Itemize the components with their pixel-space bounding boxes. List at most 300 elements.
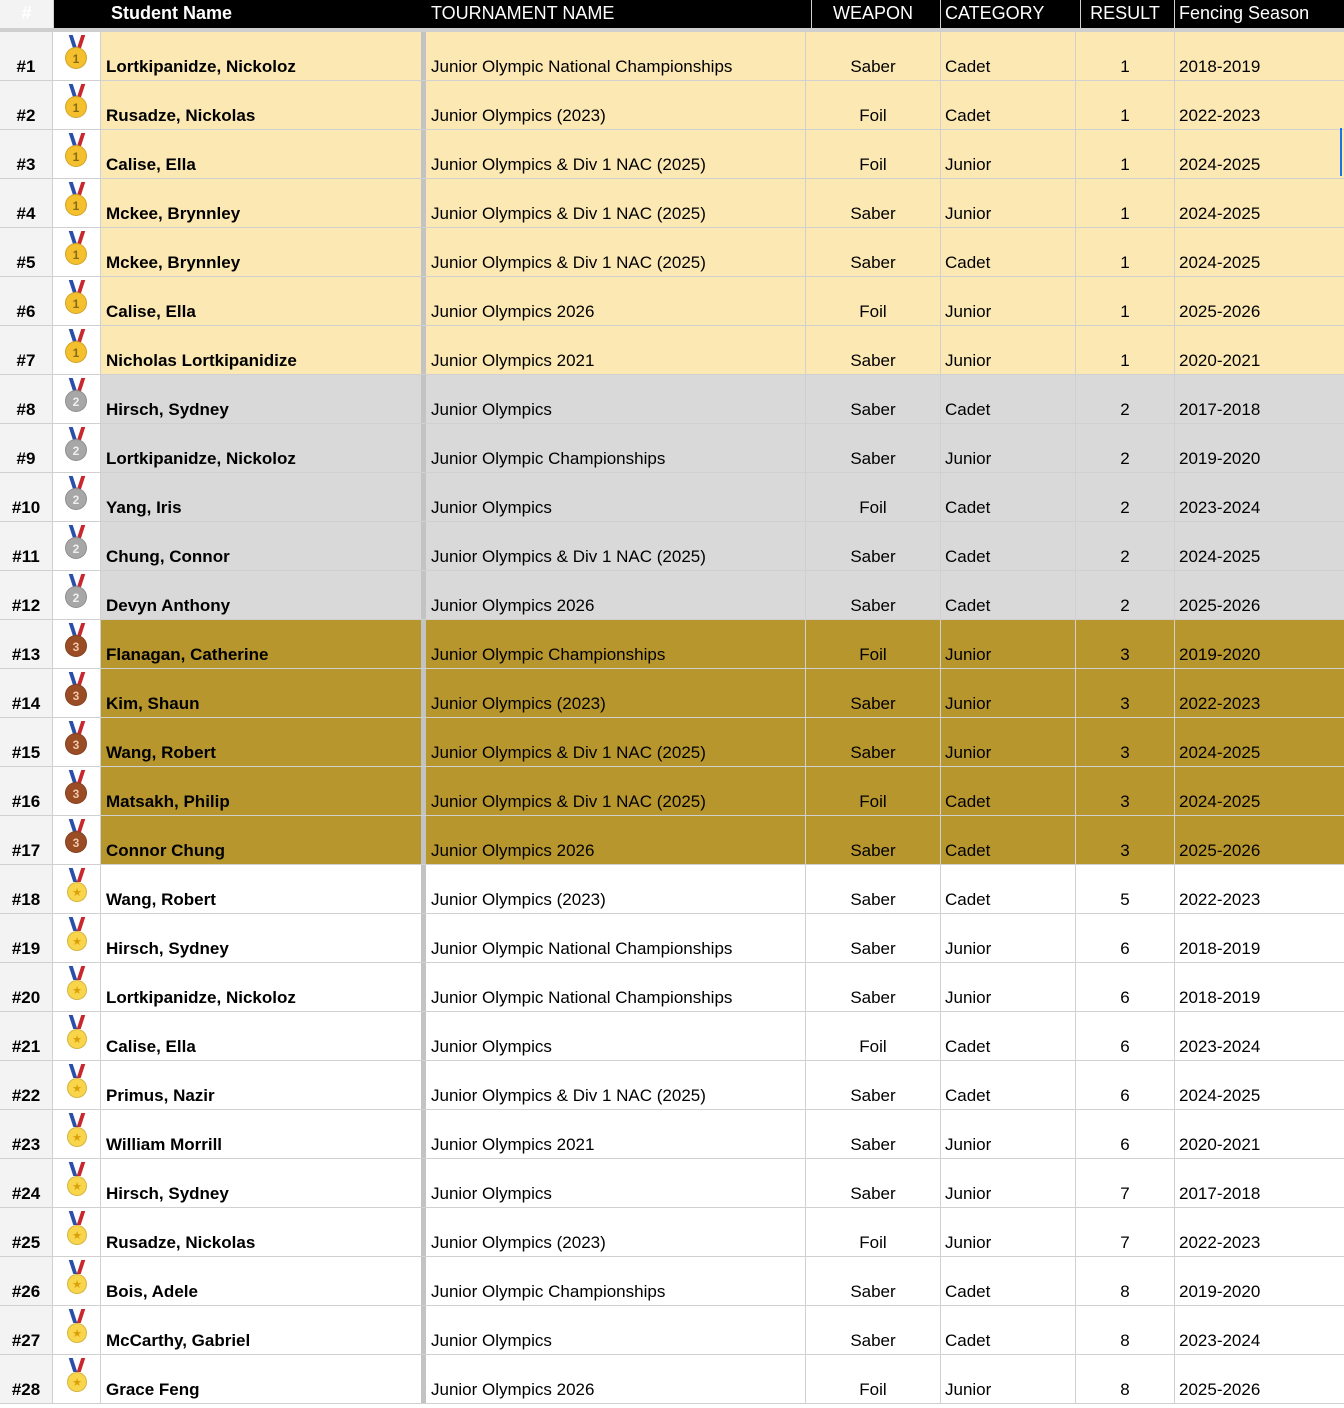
season-cell[interactable] xyxy=(1175,375,1344,423)
header-weapon[interactable]: WEAPON xyxy=(806,0,941,28)
weapon-cell[interactable] xyxy=(806,473,941,521)
medal-cell[interactable] xyxy=(53,375,101,423)
result-cell[interactable] xyxy=(1076,865,1175,913)
medal-cell[interactable] xyxy=(53,963,101,1011)
result-cell[interactable] xyxy=(1076,32,1175,80)
table-row[interactable] xyxy=(0,1208,1344,1257)
result-cell[interactable] xyxy=(1076,277,1175,325)
tournament-cell[interactable] xyxy=(426,179,806,227)
season-cell[interactable] xyxy=(1175,1159,1344,1207)
header-category[interactable]: CATEGORY xyxy=(945,0,1081,28)
weapon: Foil xyxy=(859,498,887,517)
result-cell[interactable] xyxy=(1076,179,1175,227)
row-number-cell[interactable] xyxy=(0,32,53,80)
table-row[interactable] xyxy=(0,326,1344,375)
row-number-cell[interactable] xyxy=(0,718,53,766)
category-cell[interactable] xyxy=(941,1110,1076,1158)
table-row[interactable] xyxy=(0,1355,1344,1404)
medal-cell[interactable] xyxy=(53,1208,101,1256)
season-cell[interactable] xyxy=(1175,865,1344,913)
tournament-name: Junior Olympic Championships xyxy=(431,449,666,468)
tournament-name: Junior Olympics & Div 1 NAC (2025) xyxy=(431,204,706,223)
student-name-cell[interactable] xyxy=(101,669,421,717)
header-number[interactable]: # xyxy=(0,0,54,28)
weapon-cell[interactable] xyxy=(806,1306,941,1354)
table-row[interactable] xyxy=(0,1257,1344,1306)
tournament-name: Junior Olympics xyxy=(431,1037,552,1056)
medal-cell[interactable] xyxy=(53,1061,101,1109)
medal-cell[interactable] xyxy=(53,767,101,815)
row-number-cell[interactable] xyxy=(0,669,53,717)
student-name-cell[interactable] xyxy=(101,1208,421,1256)
table-row[interactable] xyxy=(0,1159,1344,1208)
tournament-cell[interactable] xyxy=(426,130,806,178)
row-number: #26 xyxy=(11,1282,41,1301)
category-cell[interactable] xyxy=(941,81,1076,129)
medal-cell[interactable] xyxy=(53,620,101,668)
category-cell[interactable] xyxy=(941,767,1076,815)
student-name-cell[interactable] xyxy=(101,130,421,178)
tournament-cell[interactable] xyxy=(426,1208,806,1256)
row-number-cell[interactable] xyxy=(0,571,53,619)
student-name-cell[interactable] xyxy=(101,32,421,80)
result-cell[interactable] xyxy=(1076,1061,1175,1109)
category-cell[interactable] xyxy=(941,669,1076,717)
medal-cell[interactable] xyxy=(53,81,101,129)
student-name-cell[interactable] xyxy=(101,620,421,668)
medal-cell[interactable] xyxy=(53,865,101,913)
medal-cell[interactable] xyxy=(53,424,101,472)
medal-cell[interactable] xyxy=(53,1306,101,1354)
weapon-cell[interactable] xyxy=(806,767,941,815)
weapon-cell[interactable] xyxy=(806,522,941,570)
tournament-cell[interactable] xyxy=(426,816,806,864)
category-cell[interactable] xyxy=(941,571,1076,619)
season-cell[interactable] xyxy=(1175,32,1344,80)
table-row[interactable] xyxy=(0,130,1344,179)
student-name-cell[interactable] xyxy=(101,473,421,521)
result-cell[interactable] xyxy=(1076,571,1175,619)
result: 5 xyxy=(1120,890,1130,909)
tournament-cell[interactable] xyxy=(426,1061,806,1109)
weapon-cell[interactable] xyxy=(806,228,941,276)
student-name-cell[interactable] xyxy=(101,179,421,227)
row-number-cell[interactable] xyxy=(0,1306,53,1354)
tournament-cell[interactable] xyxy=(426,620,806,668)
weapon-cell[interactable] xyxy=(806,81,941,129)
weapon: Saber xyxy=(850,890,896,909)
medal-cell[interactable] xyxy=(53,816,101,864)
season-cell[interactable] xyxy=(1175,1355,1344,1403)
category-cell[interactable] xyxy=(941,130,1076,178)
tournament-cell[interactable] xyxy=(426,1355,806,1403)
result-cell[interactable] xyxy=(1076,130,1175,178)
student-name-cell[interactable] xyxy=(101,228,421,276)
row-number-cell[interactable] xyxy=(0,1208,53,1256)
season-cell[interactable] xyxy=(1175,473,1344,521)
result-cell[interactable] xyxy=(1076,522,1175,570)
medal-cell[interactable] xyxy=(53,326,101,374)
season-cell[interactable] xyxy=(1175,1012,1344,1060)
season-cell[interactable] xyxy=(1175,963,1344,1011)
tournament-cell[interactable] xyxy=(426,277,806,325)
student-name-cell[interactable] xyxy=(101,963,421,1011)
student-name-cell[interactable] xyxy=(101,1110,421,1158)
fencing-season: 2023-2024 xyxy=(1179,1037,1261,1056)
weapon-cell[interactable] xyxy=(806,326,941,374)
table-row[interactable] xyxy=(0,571,1344,620)
result-cell[interactable] xyxy=(1076,816,1175,864)
header-result[interactable]: RESULT xyxy=(1076,0,1175,28)
medal-cell[interactable] xyxy=(53,522,101,570)
table-row[interactable] xyxy=(0,81,1344,130)
result-cell[interactable] xyxy=(1076,718,1175,766)
student-name-cell[interactable] xyxy=(101,522,421,570)
category-cell[interactable] xyxy=(941,1012,1076,1060)
season-cell[interactable] xyxy=(1175,179,1344,227)
medal-cell[interactable] xyxy=(53,277,101,325)
tournament-cell[interactable] xyxy=(426,424,806,472)
row-number-cell[interactable] xyxy=(0,865,53,913)
medal-cell[interactable] xyxy=(53,718,101,766)
tournament-name: Junior Olympics 2026 xyxy=(431,1380,595,1399)
category-cell[interactable] xyxy=(941,1355,1076,1403)
table-row[interactable] xyxy=(0,228,1344,277)
row-number-cell[interactable] xyxy=(0,1355,53,1403)
student-name: Rusadze, Nickolas xyxy=(106,1233,256,1252)
student-name-cell[interactable] xyxy=(101,326,421,374)
table-row[interactable] xyxy=(0,1306,1344,1355)
weapon-cell[interactable] xyxy=(806,1061,941,1109)
category-cell[interactable] xyxy=(941,1061,1076,1109)
medal-cell[interactable] xyxy=(53,1110,101,1158)
header-student-name[interactable]: Student Name xyxy=(111,3,233,23)
weapon-cell[interactable] xyxy=(806,277,941,325)
category-cell[interactable] xyxy=(941,865,1076,913)
tournament-cell[interactable] xyxy=(426,1012,806,1060)
season-cell[interactable] xyxy=(1175,81,1344,129)
season-cell[interactable] xyxy=(1175,277,1344,325)
row-number-cell[interactable] xyxy=(0,277,53,325)
tournament-cell[interactable] xyxy=(426,571,806,619)
category-cell[interactable] xyxy=(941,620,1076,668)
tournament-cell[interactable] xyxy=(426,1159,806,1207)
weapon: Foil xyxy=(859,792,887,811)
season-cell[interactable] xyxy=(1175,669,1344,717)
weapon-cell[interactable] xyxy=(806,375,941,423)
weapon-cell[interactable] xyxy=(806,1355,941,1403)
medal-cell[interactable] xyxy=(53,914,101,962)
category-cell[interactable] xyxy=(941,1257,1076,1305)
row-number-cell[interactable] xyxy=(0,81,53,129)
row-number-cell[interactable] xyxy=(0,1257,53,1305)
student-name-cell[interactable] xyxy=(101,424,421,472)
student-name: Wang, Robert xyxy=(106,743,216,762)
result-cell[interactable] xyxy=(1076,375,1175,423)
table-row[interactable] xyxy=(0,1110,1344,1159)
row-number-cell[interactable] xyxy=(0,963,53,1011)
season-cell[interactable] xyxy=(1175,816,1344,864)
season-cell[interactable] xyxy=(1175,914,1344,962)
season-cell[interactable] xyxy=(1175,130,1344,178)
header-tournament-name[interactable]: TOURNAMENT NAME xyxy=(431,0,812,28)
category-cell[interactable] xyxy=(941,963,1076,1011)
tournament-cell[interactable] xyxy=(426,326,806,374)
season-cell[interactable] xyxy=(1175,718,1344,766)
medal-cell[interactable] xyxy=(53,473,101,521)
season-cell[interactable] xyxy=(1175,1061,1344,1109)
season-cell[interactable] xyxy=(1175,1306,1344,1354)
table-row[interactable] xyxy=(0,1061,1344,1110)
season-cell[interactable] xyxy=(1175,1257,1344,1305)
student-name-cell[interactable] xyxy=(101,1012,421,1060)
student-name-cell[interactable] xyxy=(101,1306,421,1354)
table-row[interactable] xyxy=(0,963,1344,1012)
tournament-name: Junior Olympics 2026 xyxy=(431,302,595,321)
table-row[interactable] xyxy=(0,32,1344,81)
row-number-cell[interactable] xyxy=(0,179,53,227)
tournament-cell[interactable] xyxy=(426,228,806,276)
result: 6 xyxy=(1120,988,1130,1007)
result-cell[interactable] xyxy=(1076,1110,1175,1158)
student-name-cell[interactable] xyxy=(101,718,421,766)
weapon-cell[interactable] xyxy=(806,1257,941,1305)
result: 8 xyxy=(1120,1331,1130,1350)
tournament-cell[interactable] xyxy=(426,1110,806,1158)
result-cell[interactable] xyxy=(1076,1159,1175,1207)
medal-cell[interactable] xyxy=(53,1012,101,1060)
result-cell[interactable] xyxy=(1076,424,1175,472)
table-row[interactable] xyxy=(0,669,1344,718)
row-number-cell[interactable] xyxy=(0,228,53,276)
table-row[interactable] xyxy=(0,718,1344,767)
category: Cadet xyxy=(945,1282,991,1301)
category-cell[interactable] xyxy=(941,424,1076,472)
result-cell[interactable] xyxy=(1076,669,1175,717)
season-cell[interactable] xyxy=(1175,767,1344,815)
result-cell[interactable] xyxy=(1076,473,1175,521)
student-name-cell[interactable] xyxy=(101,1355,421,1403)
row-number-cell[interactable] xyxy=(0,473,53,521)
medal-cell[interactable] xyxy=(53,1355,101,1403)
category-cell[interactable] xyxy=(941,1208,1076,1256)
tournament-cell[interactable] xyxy=(426,375,806,423)
table-row[interactable] xyxy=(0,424,1344,473)
weapon: Saber xyxy=(850,743,896,762)
tournament-cell[interactable] xyxy=(426,963,806,1011)
table-row[interactable] xyxy=(0,375,1344,424)
season-cell[interactable] xyxy=(1175,228,1344,276)
medal-cell[interactable] xyxy=(53,179,101,227)
table-row[interactable] xyxy=(0,473,1344,522)
category-cell[interactable] xyxy=(941,277,1076,325)
tournament-cell[interactable] xyxy=(426,767,806,815)
category-cell[interactable] xyxy=(941,32,1076,80)
student-name-cell[interactable] xyxy=(101,277,421,325)
sports-medal-icon: ★ xyxy=(65,917,89,957)
category-cell[interactable] xyxy=(941,718,1076,766)
result: 3 xyxy=(1120,792,1130,811)
tournament-name: Junior Olympics 2026 xyxy=(431,841,595,860)
tournament-cell[interactable] xyxy=(426,32,806,80)
sports-medal-icon: ★ xyxy=(65,1309,89,1349)
medal-cell[interactable] xyxy=(53,571,101,619)
category: Cadet xyxy=(945,1037,991,1056)
student-name-cell[interactable] xyxy=(101,767,421,815)
fencing-season: 2018-2019 xyxy=(1179,939,1261,958)
student-name-cell[interactable] xyxy=(101,914,421,962)
tournament-cell[interactable] xyxy=(426,718,806,766)
row-number-cell[interactable] xyxy=(0,1012,53,1060)
category: Cadet xyxy=(945,841,991,860)
result-cell[interactable] xyxy=(1076,1208,1175,1256)
row-number-cell[interactable] xyxy=(0,1159,53,1207)
weapon-cell[interactable] xyxy=(806,620,941,668)
category: Junior xyxy=(945,449,992,468)
medal-cell[interactable] xyxy=(53,130,101,178)
tournament-cell[interactable] xyxy=(426,522,806,570)
table-row[interactable] xyxy=(0,277,1344,326)
weapon-cell[interactable] xyxy=(806,571,941,619)
fencing-season: 2024-2025 xyxy=(1179,547,1261,566)
student-name: Calise, Ella xyxy=(106,1037,196,1056)
row-number-cell[interactable] xyxy=(0,1110,53,1158)
weapon: Foil xyxy=(859,1037,887,1056)
category-cell[interactable] xyxy=(941,522,1076,570)
student-name-cell[interactable] xyxy=(101,81,421,129)
table-row[interactable] xyxy=(0,620,1344,669)
row-number-cell[interactable] xyxy=(0,1061,53,1109)
medal-cell[interactable] xyxy=(53,228,101,276)
fencing-season: 2023-2024 xyxy=(1179,498,1261,517)
category: Cadet xyxy=(945,547,991,566)
result-cell[interactable] xyxy=(1076,620,1175,668)
result-cell[interactable] xyxy=(1076,914,1175,962)
season-cell[interactable] xyxy=(1175,1208,1344,1256)
result-cell[interactable] xyxy=(1076,1012,1175,1060)
result: 2 xyxy=(1120,596,1130,615)
season-cell[interactable] xyxy=(1175,522,1344,570)
student-name-cell[interactable] xyxy=(101,1159,421,1207)
student-name-cell[interactable] xyxy=(101,1061,421,1109)
result-cell[interactable] xyxy=(1076,81,1175,129)
tournament-cell[interactable] xyxy=(426,1306,806,1354)
table-row[interactable] xyxy=(0,865,1344,914)
student-name-cell[interactable] xyxy=(101,1257,421,1305)
season-cell[interactable] xyxy=(1175,571,1344,619)
category-cell[interactable] xyxy=(941,816,1076,864)
student-name-cell[interactable] xyxy=(101,375,421,423)
table-row[interactable] xyxy=(0,1012,1344,1061)
category-cell[interactable] xyxy=(941,1306,1076,1354)
table-body xyxy=(0,32,1344,1404)
weapon-cell[interactable] xyxy=(806,1110,941,1158)
row-number-cell[interactable] xyxy=(0,375,53,423)
weapon-cell[interactable] xyxy=(806,914,941,962)
result-cell[interactable] xyxy=(1076,1257,1175,1305)
row-number-cell[interactable] xyxy=(0,130,53,178)
fencing-season: 2022-2023 xyxy=(1179,890,1261,909)
result-cell[interactable] xyxy=(1076,228,1175,276)
category-cell[interactable] xyxy=(941,473,1076,521)
student-name-cell[interactable] xyxy=(101,571,421,619)
category-cell[interactable] xyxy=(941,914,1076,962)
result-cell[interactable] xyxy=(1076,767,1175,815)
category-cell[interactable] xyxy=(941,228,1076,276)
row-number-cell[interactable] xyxy=(0,816,53,864)
result-cell[interactable] xyxy=(1076,1306,1175,1354)
category-cell[interactable] xyxy=(941,179,1076,227)
tournament-cell[interactable] xyxy=(426,865,806,913)
fencing-season: 2025-2026 xyxy=(1179,596,1261,615)
tournament-name: Junior Olympics & Div 1 NAC (2025) xyxy=(431,547,706,566)
row-number-cell[interactable] xyxy=(0,522,53,570)
row-number-cell[interactable] xyxy=(0,914,53,962)
weapon-cell[interactable] xyxy=(806,130,941,178)
table-row[interactable] xyxy=(0,179,1344,228)
weapon-cell[interactable] xyxy=(806,963,941,1011)
row-number-cell[interactable] xyxy=(0,767,53,815)
category-cell[interactable] xyxy=(941,1159,1076,1207)
weapon: Saber xyxy=(850,449,896,468)
weapon-cell[interactable] xyxy=(806,718,941,766)
season-cell[interactable] xyxy=(1175,1110,1344,1158)
tournament-cell[interactable] xyxy=(426,1257,806,1305)
medal-cell[interactable] xyxy=(53,669,101,717)
tournament-name: Junior Olympics 2021 xyxy=(431,351,595,370)
weapon-cell[interactable] xyxy=(806,179,941,227)
tournament-cell[interactable] xyxy=(426,81,806,129)
row-number-cell[interactable] xyxy=(0,424,53,472)
tournament-cell[interactable] xyxy=(426,473,806,521)
weapon-cell[interactable] xyxy=(806,1159,941,1207)
weapon-cell[interactable] xyxy=(806,32,941,80)
medal-cell[interactable] xyxy=(53,1159,101,1207)
table-row[interactable] xyxy=(0,522,1344,571)
row-number-cell[interactable] xyxy=(0,326,53,374)
weapon-cell[interactable] xyxy=(806,865,941,913)
student-name-cell[interactable] xyxy=(101,816,421,864)
weapon-cell[interactable] xyxy=(806,424,941,472)
result: 3 xyxy=(1120,645,1130,664)
tournament-cell[interactable] xyxy=(426,669,806,717)
season-cell[interactable] xyxy=(1175,424,1344,472)
weapon-cell[interactable] xyxy=(806,1208,941,1256)
row-number-cell[interactable] xyxy=(0,620,53,668)
result-cell[interactable] xyxy=(1076,326,1175,374)
result-cell[interactable] xyxy=(1076,963,1175,1011)
table-row[interactable] xyxy=(0,767,1344,816)
result-cell[interactable] xyxy=(1076,1355,1175,1403)
medal-cell[interactable] xyxy=(53,1257,101,1305)
tournament-name: Junior Olympics (2023) xyxy=(431,1233,606,1252)
season-cell[interactable] xyxy=(1175,620,1344,668)
table-row[interactable] xyxy=(0,816,1344,865)
header-fencing-season[interactable]: Fencing Season xyxy=(1179,3,1310,23)
season-cell[interactable] xyxy=(1175,326,1344,374)
student-name-cell[interactable] xyxy=(101,865,421,913)
category-cell[interactable] xyxy=(941,375,1076,423)
category-cell[interactable] xyxy=(941,326,1076,374)
tournament-cell[interactable] xyxy=(426,914,806,962)
medal-cell[interactable] xyxy=(53,32,101,80)
weapon-cell[interactable] xyxy=(806,669,941,717)
row-number: #10 xyxy=(11,498,41,517)
weapon-cell[interactable] xyxy=(806,816,941,864)
silver-medal-icon: 2 xyxy=(65,378,89,418)
table-row[interactable] xyxy=(0,914,1344,963)
weapon-cell[interactable] xyxy=(806,1012,941,1060)
